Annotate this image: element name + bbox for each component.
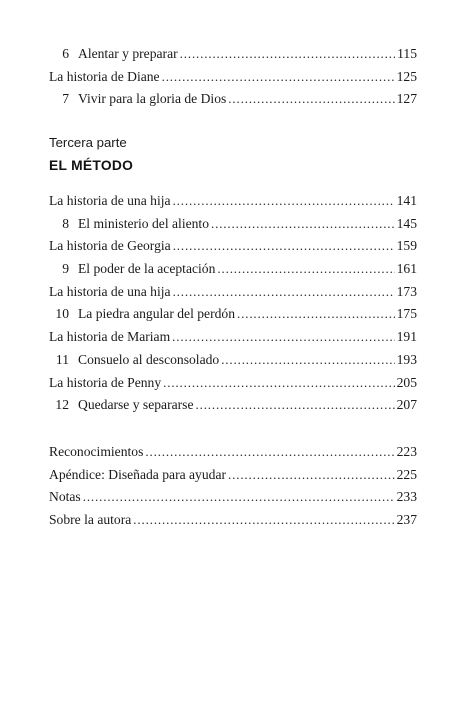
toc-entry [49, 258, 417, 281]
chapter-number: 6 [62, 46, 69, 61]
entry-title: Quedarse y separarse [78, 397, 194, 413]
entry-title: Reconocimientos [49, 444, 144, 459]
dot-leader [228, 88, 394, 111]
page-number: 175 [396, 306, 417, 322]
entry-title: La historia de Mariam [49, 329, 171, 345]
entry-title: La historia de Georgia [49, 238, 171, 254]
dot-leader [237, 303, 395, 326]
page-number: 207 [396, 397, 417, 413]
part-title: EL MÉTODO [49, 158, 134, 173]
page-number: 127 [396, 91, 417, 107]
toc-entry [49, 394, 417, 417]
dot-leader [172, 326, 394, 349]
dot-leader [217, 258, 394, 281]
chapter-number: 12 [55, 397, 69, 413]
toc-entry [49, 486, 417, 509]
entry-title: El ministerio del aliento [78, 215, 209, 231]
page-number: 115 [397, 46, 417, 61]
page-number: 145 [396, 215, 417, 231]
dot-leader [145, 441, 394, 464]
dot-leader [173, 190, 395, 213]
toc-entry [49, 43, 417, 66]
dot-leader [211, 213, 395, 236]
toc-back-matter [49, 441, 417, 532]
toc-entry [49, 509, 417, 532]
part-label: Tercera parte [49, 135, 127, 150]
toc-entry [49, 326, 417, 349]
toc-top-section [49, 43, 417, 111]
toc-entry [49, 349, 417, 372]
toc-entry [49, 281, 417, 304]
page-number: 141 [396, 193, 417, 208]
dot-leader [173, 281, 395, 304]
toc-entry [49, 66, 417, 89]
chapter-number: 7 [62, 91, 69, 107]
toc-entry [49, 441, 417, 464]
dot-leader [163, 372, 394, 395]
dot-leader [173, 235, 395, 258]
page-number: 173 [396, 283, 417, 299]
dot-leader [162, 66, 395, 89]
entry-title: Alentar y preparar [78, 46, 178, 61]
page-number: 223 [396, 444, 417, 459]
page-number: 191 [396, 329, 417, 345]
chapter-number: 8 [62, 215, 69, 231]
entry-title: Sobre la autora [49, 512, 132, 528]
page-number: 233 [396, 489, 417, 505]
entry-title: La historia de Diane [49, 68, 160, 84]
entry-title: Consuelo al desconsolado [78, 351, 220, 367]
chapter-number: 10 [55, 306, 69, 322]
dot-leader [83, 486, 395, 509]
chapter-number: 11 [55, 351, 69, 367]
toc-entry [49, 372, 417, 395]
page-number: 161 [396, 261, 417, 277]
toc-part-section [49, 190, 417, 417]
entry-title: Notas [49, 489, 81, 505]
toc-entry [49, 213, 417, 236]
entry-title: El poder de la aceptación [78, 261, 216, 277]
dot-leader [228, 464, 395, 487]
entry-title: La historia de una hija [49, 193, 171, 208]
page-number: 193 [396, 351, 417, 367]
dot-leader [196, 394, 395, 417]
toc-entry [49, 235, 417, 258]
dot-leader [133, 509, 394, 532]
entry-title: Apéndice: Diseñada para ayudar [49, 466, 227, 482]
dot-leader [180, 43, 395, 66]
page-number: 225 [396, 466, 417, 482]
page-number: 159 [396, 238, 417, 254]
toc-entry [49, 190, 417, 213]
toc-entry [49, 464, 417, 487]
page-number: 237 [396, 512, 417, 528]
dot-leader [221, 349, 394, 372]
entry-title: La historia de Penny [49, 374, 162, 390]
entry-title: La historia de una hija [49, 283, 171, 299]
toc-entry [49, 303, 417, 326]
entry-title: Vivir para la gloria de Dios [78, 91, 227, 107]
entry-title: La piedra angular del perdón [78, 306, 236, 322]
page-number: 125 [396, 68, 417, 84]
page-number: 205 [396, 374, 417, 390]
chapter-number: 9 [62, 261, 69, 277]
toc-entry [49, 88, 417, 111]
